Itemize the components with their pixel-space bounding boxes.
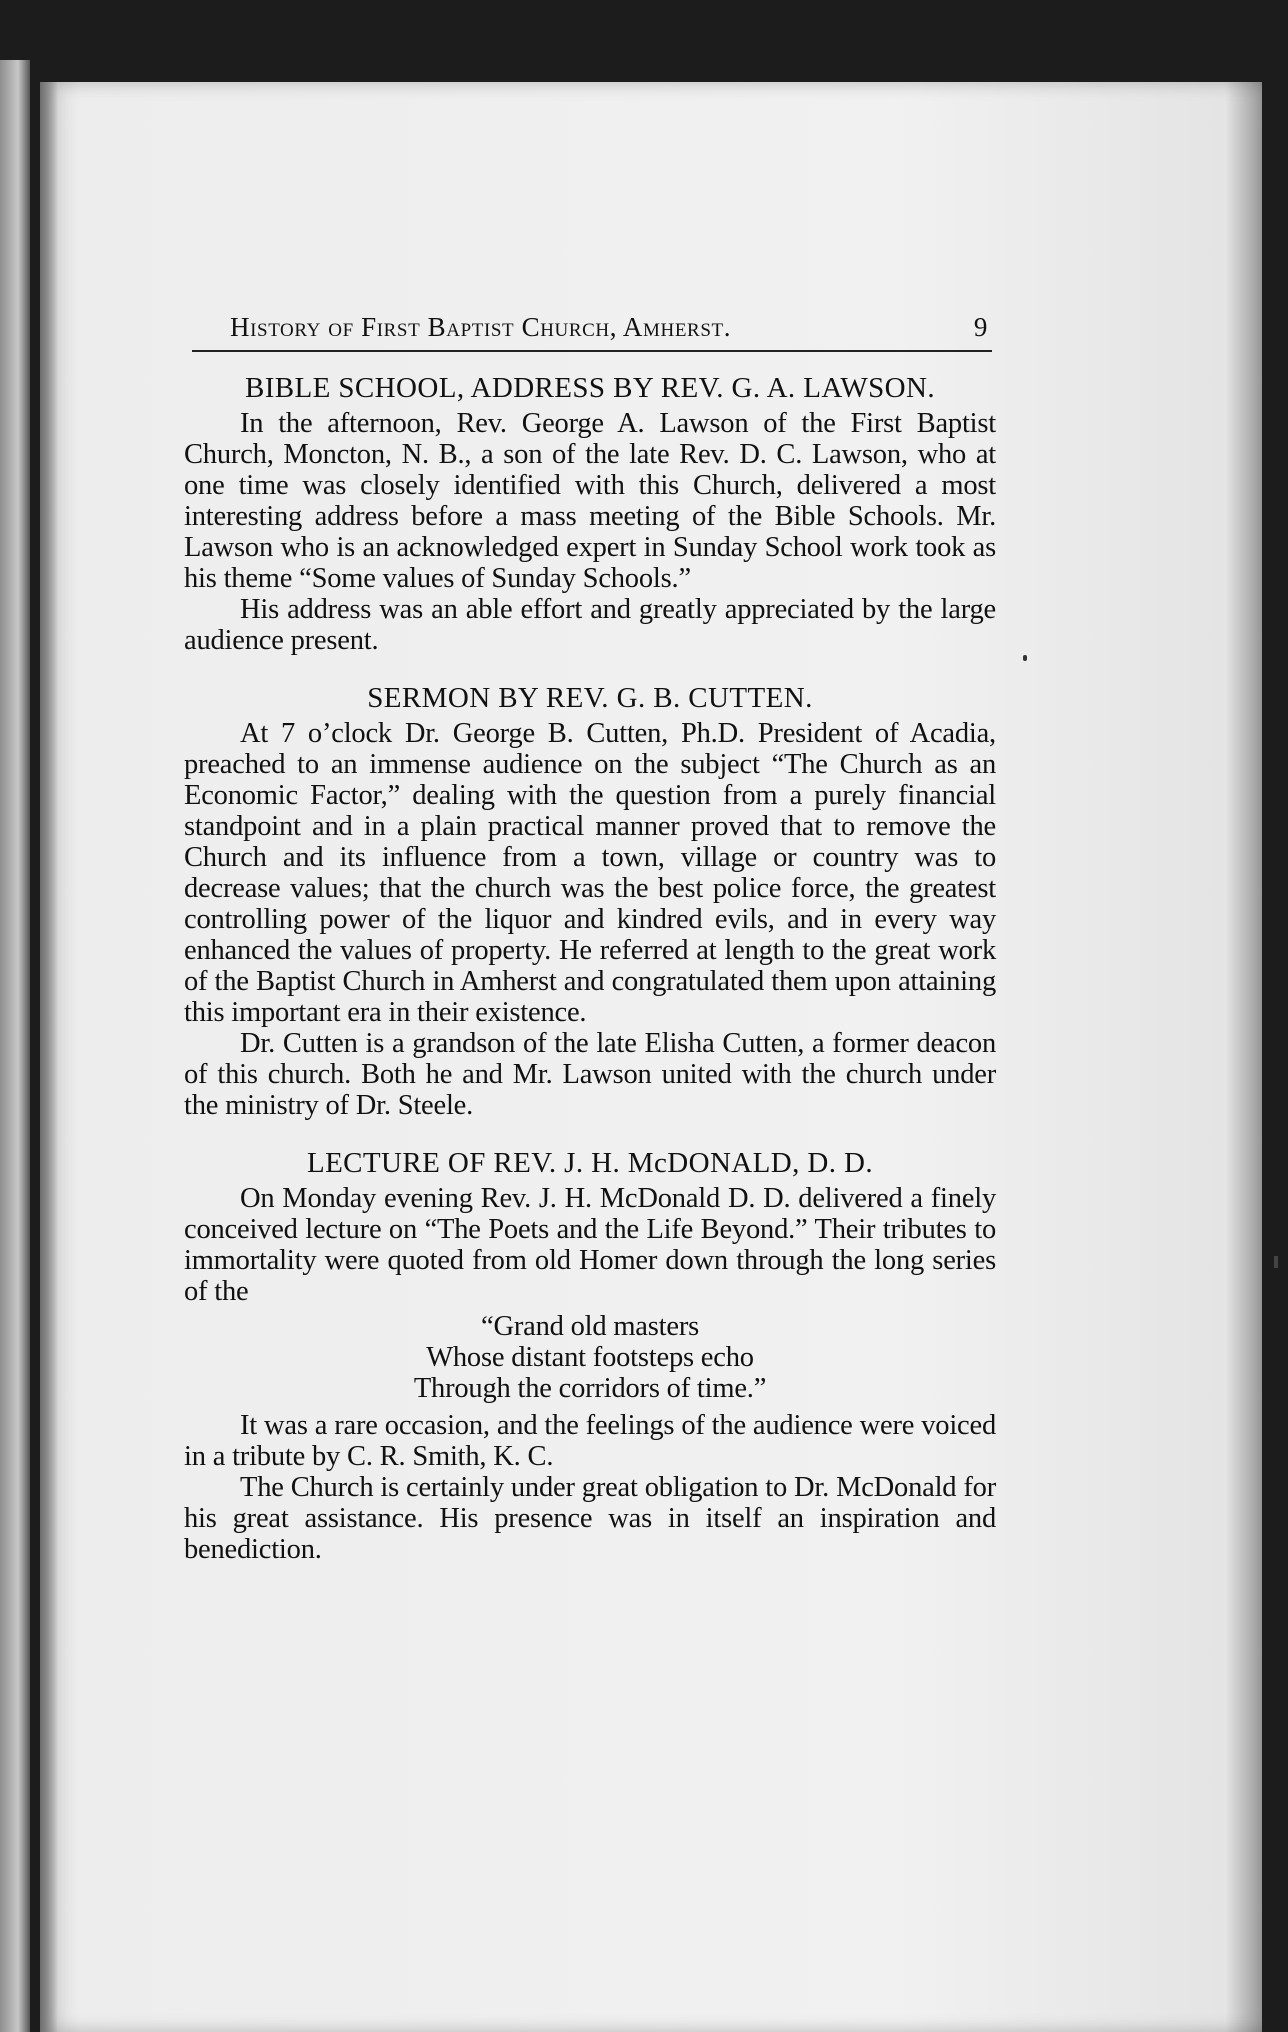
verse-quotation <box>184 1311 996 1404</box>
facing-page-edge <box>0 60 30 2032</box>
page-number: 9 <box>973 312 988 342</box>
paragraph: Dr. Cutten is a grandson of the late Elisha Cutten, a former deacon of this church. Both he and Mr. Lawson united with the church under the ministry of Dr. Steele. <box>184 1028 996 1121</box>
paragraph: In the afternoon, Rev. George A. Lawson of the First Baptist Church, Moncton, N. B., a son of the late Rev. D. C. Lawson, who at one time was closely identified with this Church, delivered a most interesting address before a mass meeting of the Bible Schools. Mr. Lawson who is an acknowledged expert in Sunday School work took as his theme “Some values of Sunday Schools.” <box>184 408 996 594</box>
margin-speck <box>1023 655 1027 661</box>
paragraph: It was a rare occasion, and the feelings of the audience were voiced in a tribute by C. R. Smith, K. C. <box>184 1410 996 1472</box>
paragraph: On Monday evening Rev. J. H. McDonald D. D. delivered a finely conceived lecture on “The Poets and the Life Beyond.” Their tributes to immortality were quoted from old Homer down through the long series of the <box>184 1183 996 1307</box>
running-head-title: History of First Baptist Church, Amherst. <box>230 312 732 342</box>
section-heading-sermon: SERMON BY REV. G. B. CUTTEN. <box>367 682 813 714</box>
page-text-block <box>184 310 996 1565</box>
edge-speck <box>1274 1256 1278 1268</box>
verse-line: “Grand old masters <box>481 1311 699 1342</box>
running-head <box>184 310 996 344</box>
verse-line: Through the corridors of time.” <box>413 1373 767 1404</box>
section-heading-lecture: LECTURE OF REV. J. H. McDONALD, D. D. <box>306 1147 874 1179</box>
paragraph: The Church is certainly under great obligation to Dr. McDonald for his great assistance. His presence was in itself an inspiration and benediction. <box>184 1472 996 1565</box>
paragraph: At 7 o’clock Dr. George B. Cutten, Ph.D. President of Acadia, preached to an immense audience on the subject “The Church as an Economic Factor,” dealing with the question from a purely financial standpoint and in a plain practical manner proved that to remove the Church and its influence from a town, village or country was to decrease values; that the church was the best police force, the greatest controlling power of the liquor and kindred evils, and in every way enhanced the values of property. He referred at length to the great work of the Baptist Church in Amherst and congratulated them upon attaining this important era in their existence. <box>184 718 996 1028</box>
verse-line: Whose distant footsteps echo <box>426 1342 754 1373</box>
paragraph: His address was an able effort and greatly appreciated by the large audience present. <box>184 594 996 656</box>
header-rule <box>192 350 992 352</box>
section-heading-bible-school: BIBLE SCHOOL, ADDRESS BY REV. G. A. LAWSON. <box>244 372 935 404</box>
